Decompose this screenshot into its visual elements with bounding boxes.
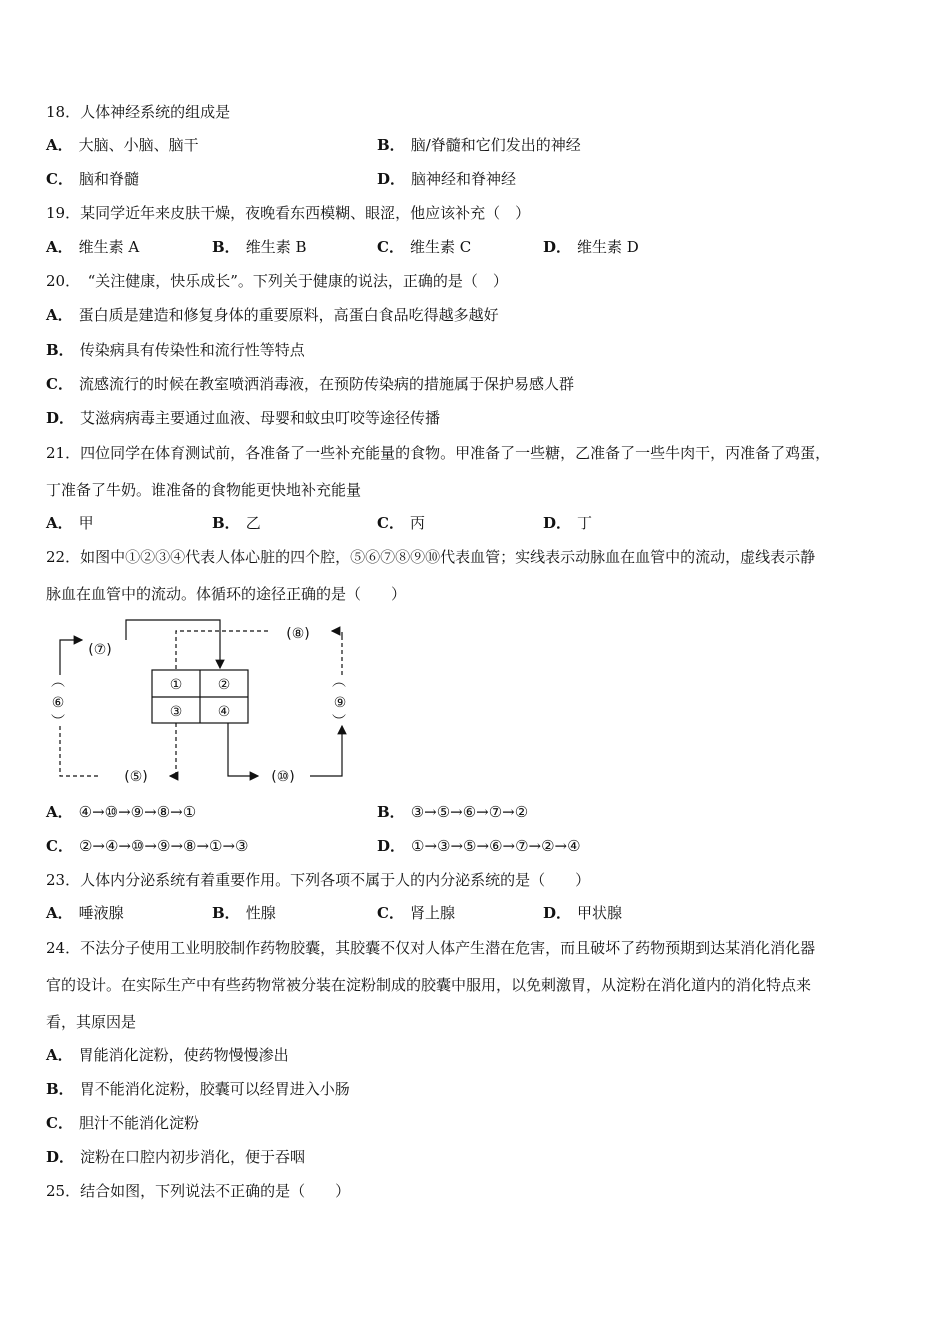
circulation-diagram (40, 618, 370, 793)
vessel-10-to-9-path (310, 726, 342, 776)
vessel-7-label: (⑦) (88, 642, 112, 658)
vessel-5-label: (⑤) (124, 769, 148, 785)
vessel-5-to-6-path (60, 726, 98, 776)
q20-option-b: B． 传染病具有传染性和流行性等特点 (46, 341, 305, 359)
vessel-9-paren-top: ︵ (332, 674, 346, 690)
q22-option-a: A． ④→⑩→⑨→⑧→① (46, 803, 197, 821)
q21-option-a: A． 甲 (46, 514, 94, 532)
q23-option-a: A． 唾液腺 (46, 904, 124, 922)
vessel-6-paren-top: ︵ (51, 674, 65, 690)
q18-option-b: B． 脑/脊髓和它们发出的神经 (377, 136, 581, 154)
q21-stem-line1: 21．四位同学在体育测试前，各准备了一些补充能量的食物。甲准备了一些糖，乙准备了一些牛肉干，丙准备了鸡蛋， (46, 444, 831, 462)
chamber-2: ② (217, 677, 231, 693)
q21-option-c: C． 丙 (377, 514, 425, 532)
q25-stem: 25．结合如图，下列说法不正确的是（ ） (46, 1182, 351, 1200)
q20-option-d: D． 艾滋病病毒主要通过血液、母婴和蚊虫叮咬等途径传播 (46, 409, 441, 427)
q21-stem-line2: 丁准备了牛奶。谁准备的食物能更快地补充能量 (46, 481, 362, 499)
vessel-10-label: (⑩) (271, 769, 295, 785)
q18-option-c: C． 脑和脊髓 (46, 170, 139, 188)
q20-option-c: C． 流感流行的时候在教室喷洒消毒液，在预防传染病的措施属于保护易感人群 (46, 375, 574, 393)
q23-stem: 23．人体内分泌系统有着重要作用。下列各项不属于人的内分泌系统的是（ ） (46, 871, 591, 889)
q24-stem-line3: 看，其原因是 (46, 1013, 137, 1031)
q21-option-b: B． 乙 (212, 514, 261, 532)
q24-option-c: C． 胆汁不能消化淀粉 (46, 1114, 199, 1132)
vessel-8-label: (⑧) (286, 626, 310, 642)
q22-option-b: B． ③→⑤→⑥→⑦→② (377, 803, 529, 821)
q24-stem-line1: 24．不法分子使用工业明胶制作药物胶囊，其胶囊不仅对人体产生潜在危害，而且破坏了药物预期到达某消化消化器 (46, 939, 816, 957)
q20-option-a: A． 蛋白质是建造和修复身体的重要原料，高蛋白食品吃得越多越好 (46, 306, 499, 324)
vessel-6-to-7-path (60, 640, 82, 675)
q22-option-d: D． ①→③→⑤→⑥→⑦→②→④ (377, 837, 581, 855)
q22-option-c: C． ②→④→⑩→⑨→⑧→①→③ (46, 837, 249, 855)
q20-stem: 20． “关注健康，快乐成长”。下列关于健康的说法，正确的是（ ） (46, 272, 508, 290)
q19-option-d: D． 维生素 D (543, 238, 639, 256)
q21-option-d: D． 丁 (543, 514, 593, 532)
q19-option-c: C． 维生素 C (377, 238, 472, 256)
q24-option-d: D． 淀粉在口腔内初步消化，便于吞咽 (46, 1148, 306, 1166)
vessel-9-label: ⑨ (333, 695, 347, 711)
vessel-9-to-8-arrow (332, 631, 342, 636)
q22-stem-line2: 脉血在血管中的流动。体循环的途径正确的是（ ） (46, 585, 407, 603)
q24-option-b: B． 胃不能消化淀粉，胶囊可以经胃进入小肠 (46, 1080, 350, 1098)
vessel-9-paren-bottom: ︶ (332, 714, 346, 730)
q19-stem: 19．某同学近年来皮肤干燥，夜晚看东西模糊、眼涩，他应该补充（ ） (46, 204, 531, 222)
q19-option-a: A． 维生素 A (46, 238, 140, 256)
vessel-3-to-5-path (170, 723, 176, 776)
q24-stem-line2: 官的设计。在实际生产中有些药物常被分装在淀粉制成的胶囊中服用，以免刺激胃，从淀粉在消化道内的消化特点来 (46, 976, 812, 994)
chamber-4: ④ (217, 704, 231, 720)
q18-option-d: D． 脑神经和脊神经 (377, 170, 517, 188)
chamber-3: ③ (169, 704, 183, 720)
q23-option-c: C． 肾上腺 (377, 904, 455, 922)
q23-option-b: B． 性腺 (212, 904, 276, 922)
vessel-6-paren-bottom: ︶ (51, 714, 65, 730)
q19-option-b: B． 维生素 B (212, 238, 307, 256)
vessel-7-to-2-path (126, 620, 220, 668)
vessel-6-label: ⑥ (51, 695, 65, 711)
vessel-4-to-10-path (228, 723, 258, 776)
vessel-8-to-1-path (176, 631, 268, 670)
q23-option-d: D． 甲状腺 (543, 904, 623, 922)
q18-stem: 18．人体神经系统的组成是 (46, 103, 231, 121)
chamber-1: ① (169, 677, 183, 693)
q24-option-a: A． 胃能消化淀粉，使药物慢慢渗出 (46, 1046, 289, 1064)
q22-stem-line1: 22．如图中①②③④代表人体心脏的四个腔，⑤⑥⑦⑧⑨⑩代表血管；实线表示动脉血在血管中的流动，虚线表示静 (46, 548, 816, 566)
q18-option-a: A． 大脑、小脑、脑干 (46, 136, 199, 154)
